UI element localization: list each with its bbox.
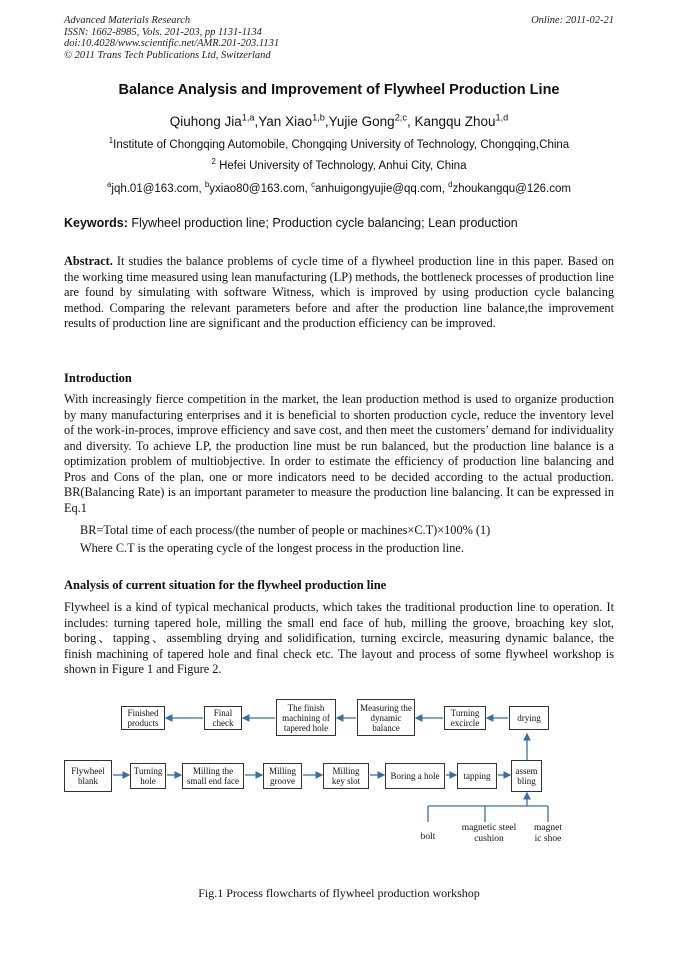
journal-issn: ISSN: 1662-8985, Vols. 201-203, pp 1131-1134 — [64, 26, 262, 38]
step-assembling: assem bling — [511, 760, 542, 792]
introduction-heading: Introduction — [64, 371, 132, 385]
journal-name: Advanced Materials Research — [64, 15, 191, 26]
email-address: jqh.01@163.com, — [111, 183, 205, 195]
email-sup: c — [311, 180, 315, 190]
journal-copyright: © 2011 Trans Tech Publications Ltd, Switzerland — [64, 49, 271, 61]
equation-where: Where C.T is the operating cycle of the longest process in the production line. — [80, 541, 464, 555]
step-milling-small-end-face: Milling the small end face — [182, 763, 244, 789]
author-sup: 1,d — [495, 112, 509, 123]
abstract-label: Abstract. — [64, 254, 113, 268]
material-bolt: bolt — [420, 832, 436, 842]
email-address: anhuigongyujie@qq.com, — [314, 183, 449, 195]
material-magnet-ic-shoe: magnet ic shoe — [534, 823, 562, 844]
author-name: Qiuhong Jia — [169, 114, 242, 129]
keywords-text: Flywheel production line; Production cycle balancing; Lean production — [127, 216, 518, 230]
step-flywheel-blank: Flywheel blank — [64, 760, 112, 792]
step-milling-groove: Milling groove — [263, 763, 302, 789]
email-sup: d — [448, 180, 453, 190]
affil-text: Hefei University of Technology, Anhui City, China — [215, 160, 467, 172]
step-milling-key-slot: Milling key slot — [323, 763, 369, 789]
keywords-label: Keywords: — [64, 216, 128, 230]
step-turning-excircle: Turning excircle — [444, 706, 486, 730]
step-finish-machining: The finish machining of tapered hole — [276, 699, 336, 736]
step-final-check: Final check — [204, 706, 242, 730]
author-name: Kangqu Zhou — [414, 114, 496, 129]
material-magnetic-steel-cushion: magnetic steel cushion — [461, 823, 517, 844]
author-name: Yujie Gong — [328, 114, 395, 129]
analysis-heading: Analysis of current situation for the flywheel production line — [64, 578, 387, 592]
author-sup: 1,a — [241, 112, 255, 123]
step-tapping: tapping — [457, 763, 497, 789]
step-measuring-balance: Measuring the dynamic balance — [357, 699, 415, 736]
author-list: Qiuhong Jia$^{1,a}$,Yan Xiao$^{1,b}$,Yujie Gong$^{2,c}$, Kangqu Zhou$^{1,d}$ — [169, 112, 509, 129]
email-address: zhoukangqu@126.com — [452, 183, 571, 195]
abstract-text: It studies the balance problems of cycle time of a flywheel production line in this paper. Based on the working time measured using lean manufacturing (LP) methods, the bottleneck processes of production line are found by simulating with software Witness, which is improved by using production cycle balancing method. Comparing the relevant parameters before and after the production line balance,the improvement results of production line are significant and the production efficiency can be improved. — [64, 254, 614, 330]
author-sup: 2,c — [394, 112, 407, 123]
figure-caption: Fig.1 Process flowcharts of flywheel production workshop — [198, 886, 480, 900]
author-name: Yan Xiao — [258, 114, 313, 129]
step-turning-hole: Turning hole — [130, 763, 166, 789]
paper-title: Balance Analysis and Improvement of Flywheel Production Line — [118, 82, 560, 98]
affil-sup: 1 — [108, 136, 114, 146]
email-address: yxiao80@163.com, — [209, 183, 312, 195]
journal-doi: doi:10.4028/www.scientific.net/AMR.201-203.1131 — [64, 38, 280, 49]
email-sup: a — [107, 180, 112, 190]
step-finished-products: Finished products — [121, 706, 165, 730]
equation-1: BR=Total time of each process/(the number of people or machines×C.T)×100% (1) — [80, 523, 491, 537]
email-sup: b — [204, 180, 210, 190]
online-date: Online: 2011-02-21 — [531, 15, 614, 26]
affil-sup: 2 — [211, 157, 216, 167]
analysis-text: Flywheel is a kind of typical mechanical products, which takes the traditional production line to operation. It includes: turning tapered hole, milling the small end face of hub, milling the groove, broaching key slot, boring、tapping、assembling drying and solidification, turning excircle, measuring dynamic balance, the finish machining of tapered hole and final check etc. The layout and process of some flywheel workshop is shown in Figure 1 and Figure 2. — [64, 600, 614, 676]
step-boring-hole: Boring a hole — [385, 763, 445, 789]
introduction-text: With increasingly fierce competition in the market, the lean production method is used to organize production by many manufacturing enterprises and it is beneficial to shorten production cycle, reduce the inventory level of the work-in-proces, improve efficiency and save cost, and then meet the customers’ demand for individuality and diversity. To achieve LP, the production line must be run balanced, but the production line balance is a optimization problem of multiobjective. In order to estimate the efficiency of production line balancing and Pros and Cons of the plan, one or more indicators need to be decided according to the actual production. BR(Balancing Rate) is an important parameter to measure the production line balancing. It can be expressed in Eq.1 — [64, 392, 614, 515]
affil-text: Institute of Chongqing Automobile, Chongqing University of Technology, Chongqing,China — [113, 139, 570, 151]
author-sup: 1,b — [312, 112, 325, 123]
step-drying: drying — [509, 706, 549, 730]
